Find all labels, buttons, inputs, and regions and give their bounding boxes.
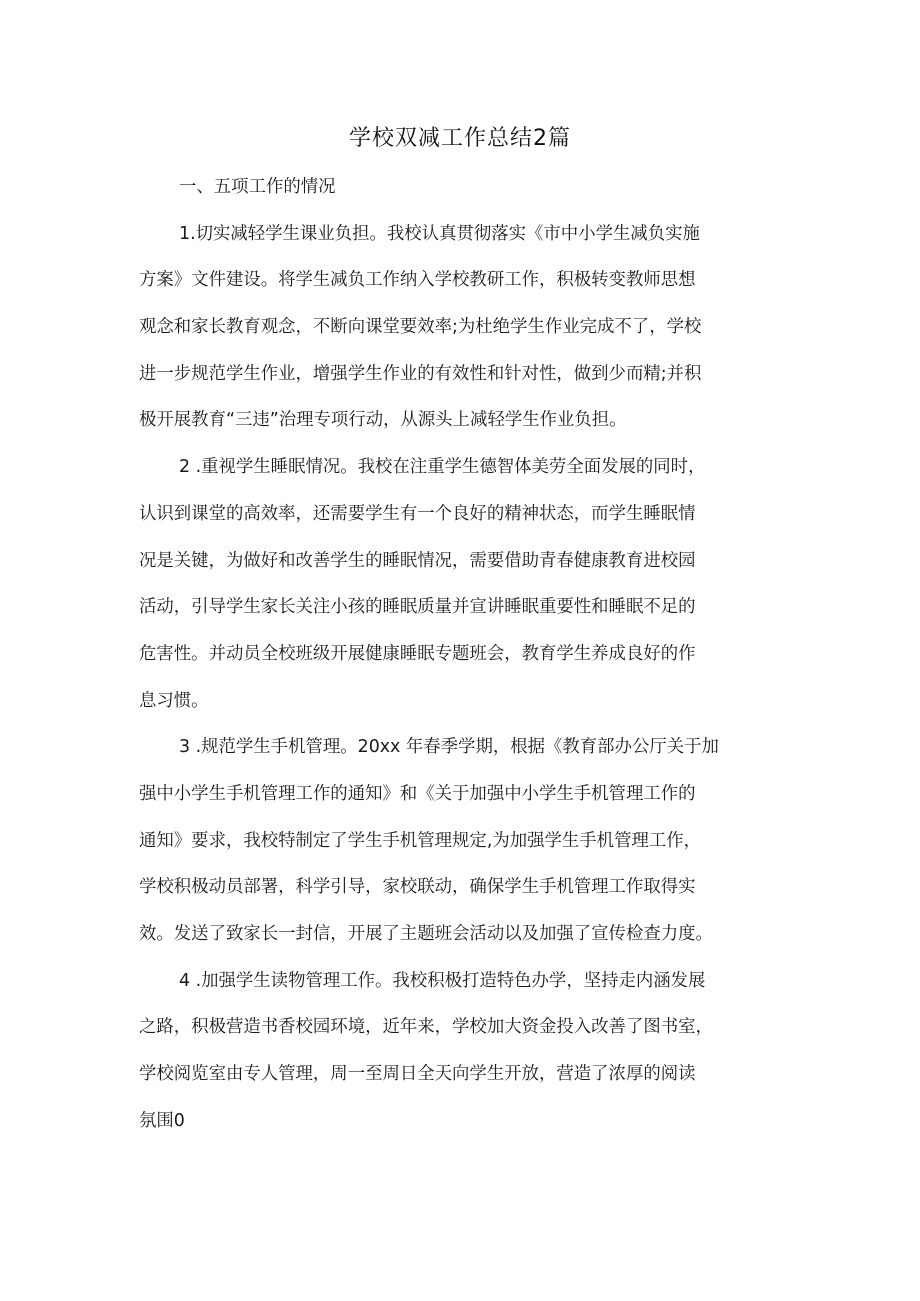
- paragraph-line: 学校阅览室由专人管理，周一至周日全天向学生开放，营造了浓厚的阅读: [139, 1064, 696, 1085]
- paragraph-line: 1.切实减轻学生课业负担。我校认真贯彻落实《市中小学生减负实施: [179, 223, 700, 244]
- paragraph-line: 方案》文件建设。将学生减负工作纳入学校教研工作，积极转变教师思想: [139, 270, 696, 291]
- paragraph-line: 危害性。并动员全校班级开展健康睡眠专题班会，教育学生养成良好的作: [139, 643, 696, 664]
- paragraph-line: 进一步规范学生作业，增强学生作业的有效性和针对性，做到少而精;并积: [139, 363, 702, 384]
- paragraph-line: 观念和家长教育观念，不断向课堂要效率;为杜绝学生作业完成不了，学校: [139, 317, 702, 338]
- paragraph-line: 4 .加强学生读物管理工作。我校积极打造特色办学，坚持走内涵发展: [179, 970, 706, 991]
- paragraph-line: 之路，积极营造书香校园环境，近年来，学校加大资金投入改善了图书室，: [139, 1017, 713, 1038]
- paragraph-3: [139, 724, 799, 957]
- paragraph-line: 强中小学生手机管理工作的通知》和《关于加强中小学生手机管理工作的: [139, 783, 696, 804]
- paragraph-line: 学校积极动员部署，科学引导，家校联动，确保学生手机管理工作取得实: [139, 877, 696, 898]
- paragraph-line: 活动，引导学生家长关注小孩的睡眠质量并宣讲睡眠重要性和睡眠不足的: [139, 597, 696, 618]
- paragraph-1: [139, 211, 799, 444]
- paragraph-2: [139, 444, 799, 724]
- document-body: [139, 164, 799, 1144]
- paragraph-line: 3 .规范学生手机管理。20xx 年春季学期，根据《教育部办公厅关于加: [179, 737, 719, 758]
- paragraph-line: 认识到课堂的高效率，还需要学生有一个良好的精神状态，而学生睡眠情: [139, 503, 696, 524]
- paragraph-4: [139, 958, 799, 1145]
- paragraph-line: 氛围0: [139, 1110, 185, 1131]
- paragraph-line: 息习惯。: [139, 690, 209, 711]
- paragraph-line: 极开展教育“三违”治理专项行动，从源头上减轻学生作业负担。: [139, 410, 627, 431]
- paragraph-line: 况是关键，为做好和改善学生的睡眠情况，需要借助青春健康教育进校园: [139, 550, 696, 571]
- paragraph-line: 2 .重视学生睡眠情况。我校在注重学生德智体美劳全面发展的同时，: [179, 457, 706, 478]
- paragraph-line: 效。发送了致家长一封信，开展了主题班会活动以及加强了宣传检查力度。: [139, 924, 713, 944]
- section-heading: 一、五项工作的情况: [179, 177, 336, 197]
- document-title: 学校双减工作总结2篇: [349, 126, 571, 151]
- paragraph-line: 通知》要求，我校特制定了学生手机管理规定,为加强学生手机管理工作，: [139, 830, 702, 851]
